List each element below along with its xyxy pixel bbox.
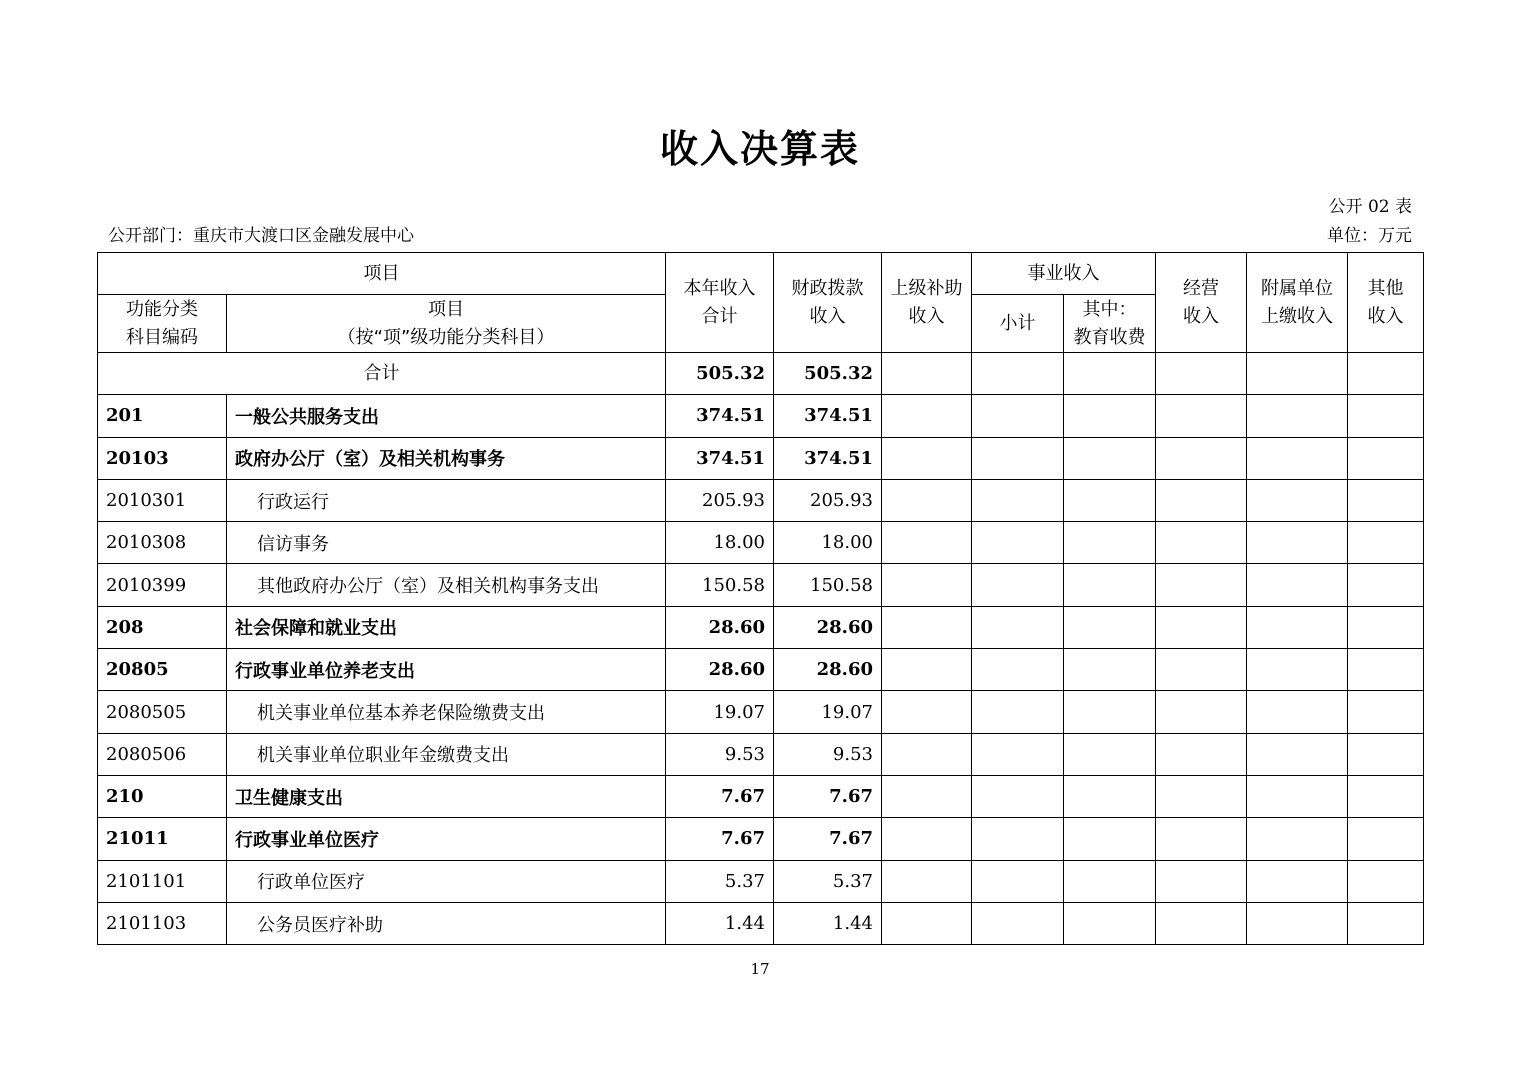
table-row [98, 902, 1424, 944]
empty-cell [882, 479, 972, 521]
header-affiliate-line2: 上缴收入 [1261, 305, 1333, 327]
empty-cell [972, 733, 1064, 775]
unit-label: 单位：万元 [1327, 226, 1412, 246]
empty-cell [1348, 775, 1424, 817]
empty-cell [1064, 691, 1156, 733]
row-code: 2101103 [98, 902, 227, 944]
row-total: 5.37 [666, 860, 774, 902]
header-affiliate-line1: 附属单位 [1261, 277, 1333, 299]
header-other [1348, 253, 1424, 353]
empty-cell [1247, 395, 1348, 437]
row-total: 1.44 [666, 902, 774, 944]
empty-cell [1247, 649, 1348, 691]
header-operating-line1: 经营 [1183, 277, 1219, 299]
header-total-line2: 合计 [701, 305, 738, 327]
empty-cell [1156, 606, 1247, 648]
empty-cell [1247, 479, 1348, 521]
row-name: 行政运行 [227, 479, 666, 521]
empty-cell [1156, 522, 1247, 564]
header-operating-line2: 收入 [1183, 305, 1219, 327]
empty-cell [1247, 733, 1348, 775]
empty-cell [1348, 437, 1424, 479]
header-total [666, 253, 774, 353]
empty-cell [972, 818, 1064, 860]
row-total: 374.51 [666, 395, 774, 437]
row-total: 374.51 [666, 437, 774, 479]
row-code: 2080505 [98, 691, 227, 733]
row-total: 28.60 [666, 649, 774, 691]
row-total: 7.67 [666, 775, 774, 817]
header-affiliate [1247, 253, 1348, 353]
empty-cell [1064, 733, 1156, 775]
empty-cell [882, 902, 972, 944]
header-edu-line1: 其中： [1082, 298, 1137, 320]
header-total-line1: 本年收入 [683, 277, 756, 299]
empty-cell [1064, 649, 1156, 691]
empty-cell [882, 395, 972, 437]
row-code: 20805 [98, 649, 227, 691]
row-total: 9.53 [666, 733, 774, 775]
row-name: 行政单位医疗 [227, 860, 666, 902]
empty-cell [1156, 818, 1247, 860]
row-fiscal: 28.60 [774, 606, 882, 648]
total-label: 合计 [98, 353, 666, 395]
empty-cell [972, 649, 1064, 691]
header-superior-line2: 收入 [908, 305, 945, 327]
form-number: 公开 02 表 [1328, 197, 1412, 217]
empty-cell [1064, 775, 1156, 817]
empty-cell [1156, 860, 1247, 902]
header-name-line2: （按“项”级功能分类科目） [337, 326, 555, 348]
empty-cell [1247, 818, 1348, 860]
header-operating [1156, 253, 1247, 353]
empty-cell [1348, 479, 1424, 521]
row-total: 150.58 [666, 564, 774, 606]
table-row [98, 606, 1424, 648]
row-name: 卫生健康支出 [227, 775, 666, 817]
total-row-fiscal: 505.32 [774, 353, 882, 395]
empty-cell [972, 353, 1064, 395]
empty-cell [882, 818, 972, 860]
header-row-1 [98, 253, 1424, 295]
row-code: 2101101 [98, 860, 227, 902]
row-code: 201 [98, 395, 227, 437]
empty-cell [1156, 395, 1247, 437]
row-name: 其他政府办公厅（室）及相关机构事务支出 [227, 564, 666, 606]
empty-cell [1247, 564, 1348, 606]
row-fiscal: 9.53 [774, 733, 882, 775]
empty-cell [882, 733, 972, 775]
empty-cell [882, 353, 972, 395]
table-row [98, 649, 1424, 691]
table-row [98, 395, 1424, 437]
row-name: 社会保障和就业支出 [227, 606, 666, 648]
table-row [98, 479, 1424, 521]
empty-cell [1064, 479, 1156, 521]
header-edu-line2: 教育收费 [1073, 326, 1146, 348]
row-fiscal: 5.37 [774, 860, 882, 902]
row-name: 机关事业单位基本养老保险缴费支出 [227, 691, 666, 733]
empty-cell [1064, 818, 1156, 860]
empty-cell [1064, 860, 1156, 902]
header-fiscal-line2: 收入 [809, 305, 846, 327]
income-table [97, 252, 1424, 945]
department-label: 公开部门：重庆市大渡口区金融发展中心 [108, 226, 414, 246]
empty-cell [1156, 775, 1247, 817]
table-row [98, 564, 1424, 606]
total-row-total: 505.32 [666, 353, 774, 395]
row-name: 公务员医疗补助 [227, 902, 666, 944]
row-code: 2010399 [98, 564, 227, 606]
table-row [98, 860, 1424, 902]
row-total: 18.00 [666, 522, 774, 564]
empty-cell [1156, 691, 1247, 733]
empty-cell [1348, 860, 1424, 902]
row-name: 一般公共服务支出 [227, 395, 666, 437]
total-row [98, 353, 1424, 395]
row-name: 机关事业单位职业年金缴费支出 [227, 733, 666, 775]
header-fiscal [774, 253, 882, 353]
header-subtotal: 小计 [972, 295, 1064, 353]
empty-cell [1348, 649, 1424, 691]
row-fiscal: 7.67 [774, 775, 882, 817]
empty-cell [972, 522, 1064, 564]
empty-cell [972, 691, 1064, 733]
row-code: 2010301 [98, 479, 227, 521]
header-business-group: 事业收入 [972, 253, 1156, 295]
empty-cell [1156, 902, 1247, 944]
row-name: 行政事业单位医疗 [227, 818, 666, 860]
row-total: 7.67 [666, 818, 774, 860]
empty-cell [1247, 522, 1348, 564]
empty-cell [1156, 479, 1247, 521]
empty-cell [1247, 437, 1348, 479]
row-fiscal: 19.07 [774, 691, 882, 733]
table-row [98, 691, 1424, 733]
empty-cell [972, 395, 1064, 437]
table-row [98, 733, 1424, 775]
empty-cell [972, 437, 1064, 479]
header-code-line2: 科目编码 [126, 326, 198, 348]
row-code: 20103 [98, 437, 227, 479]
empty-cell [972, 775, 1064, 817]
page-title: 收入决算表 [659, 127, 860, 171]
empty-cell [882, 649, 972, 691]
empty-cell [972, 860, 1064, 902]
table-row [98, 775, 1424, 817]
row-fiscal: 205.93 [774, 479, 882, 521]
empty-cell [1348, 564, 1424, 606]
empty-cell [1247, 606, 1348, 648]
header-superior-line1: 上级补助 [890, 277, 963, 299]
empty-cell [1064, 522, 1156, 564]
empty-cell [1156, 733, 1247, 775]
empty-cell [1348, 902, 1424, 944]
row-code: 2080506 [98, 733, 227, 775]
empty-cell [1348, 395, 1424, 437]
page-number: 17 [750, 960, 770, 978]
empty-cell [1064, 564, 1156, 606]
row-code: 2010308 [98, 522, 227, 564]
empty-cell [972, 479, 1064, 521]
row-fiscal: 150.58 [774, 564, 882, 606]
empty-cell [1064, 437, 1156, 479]
empty-cell [1156, 437, 1247, 479]
header-project-group: 项目 [98, 253, 666, 295]
empty-cell [1064, 902, 1156, 944]
row-fiscal: 1.44 [774, 902, 882, 944]
empty-cell [972, 564, 1064, 606]
header-fiscal-line1: 财政拨款 [791, 277, 864, 299]
table-row [98, 437, 1424, 479]
row-fiscal: 28.60 [774, 649, 882, 691]
table-row [98, 522, 1424, 564]
empty-cell [1064, 395, 1156, 437]
row-code: 210 [98, 775, 227, 817]
empty-cell [882, 775, 972, 817]
empty-cell [1348, 818, 1424, 860]
row-fiscal: 374.51 [774, 437, 882, 479]
empty-cell [1247, 902, 1348, 944]
header-superior [882, 253, 972, 353]
empty-cell [882, 522, 972, 564]
row-name: 行政事业单位养老支出 [227, 649, 666, 691]
empty-cell [882, 564, 972, 606]
row-code: 208 [98, 606, 227, 648]
empty-cell [882, 606, 972, 648]
empty-cell [1247, 775, 1348, 817]
empty-cell [1247, 691, 1348, 733]
empty-cell [1348, 733, 1424, 775]
row-fiscal: 374.51 [774, 395, 882, 437]
row-total: 19.07 [666, 691, 774, 733]
empty-cell [882, 437, 972, 479]
empty-cell [1156, 564, 1247, 606]
header-code-line1: 功能分类 [126, 298, 198, 320]
empty-cell [1156, 353, 1247, 395]
empty-cell [1348, 353, 1424, 395]
empty-cell [1348, 606, 1424, 648]
empty-cell [1247, 860, 1348, 902]
empty-cell [1064, 606, 1156, 648]
table-row [98, 818, 1424, 860]
empty-cell [972, 606, 1064, 648]
empty-cell [1247, 353, 1348, 395]
header-other-line2: 收入 [1367, 305, 1404, 327]
row-total: 28.60 [666, 606, 774, 648]
header-other-line1: 其他 [1367, 277, 1404, 299]
row-fiscal: 18.00 [774, 522, 882, 564]
row-name: 信访事务 [227, 522, 666, 564]
empty-cell [1348, 691, 1424, 733]
header-code [98, 295, 227, 353]
empty-cell [1156, 649, 1247, 691]
empty-cell [972, 902, 1064, 944]
header-edu [1064, 295, 1156, 353]
header-name-line1: 项目 [428, 298, 464, 320]
row-fiscal: 7.67 [774, 818, 882, 860]
header-name [227, 295, 666, 353]
row-total: 205.93 [666, 479, 774, 521]
empty-cell [1064, 353, 1156, 395]
empty-cell [1348, 522, 1424, 564]
empty-cell [882, 691, 972, 733]
empty-cell [882, 860, 972, 902]
row-code: 21011 [98, 818, 227, 860]
row-name: 政府办公厅（室）及相关机构事务 [227, 437, 666, 479]
